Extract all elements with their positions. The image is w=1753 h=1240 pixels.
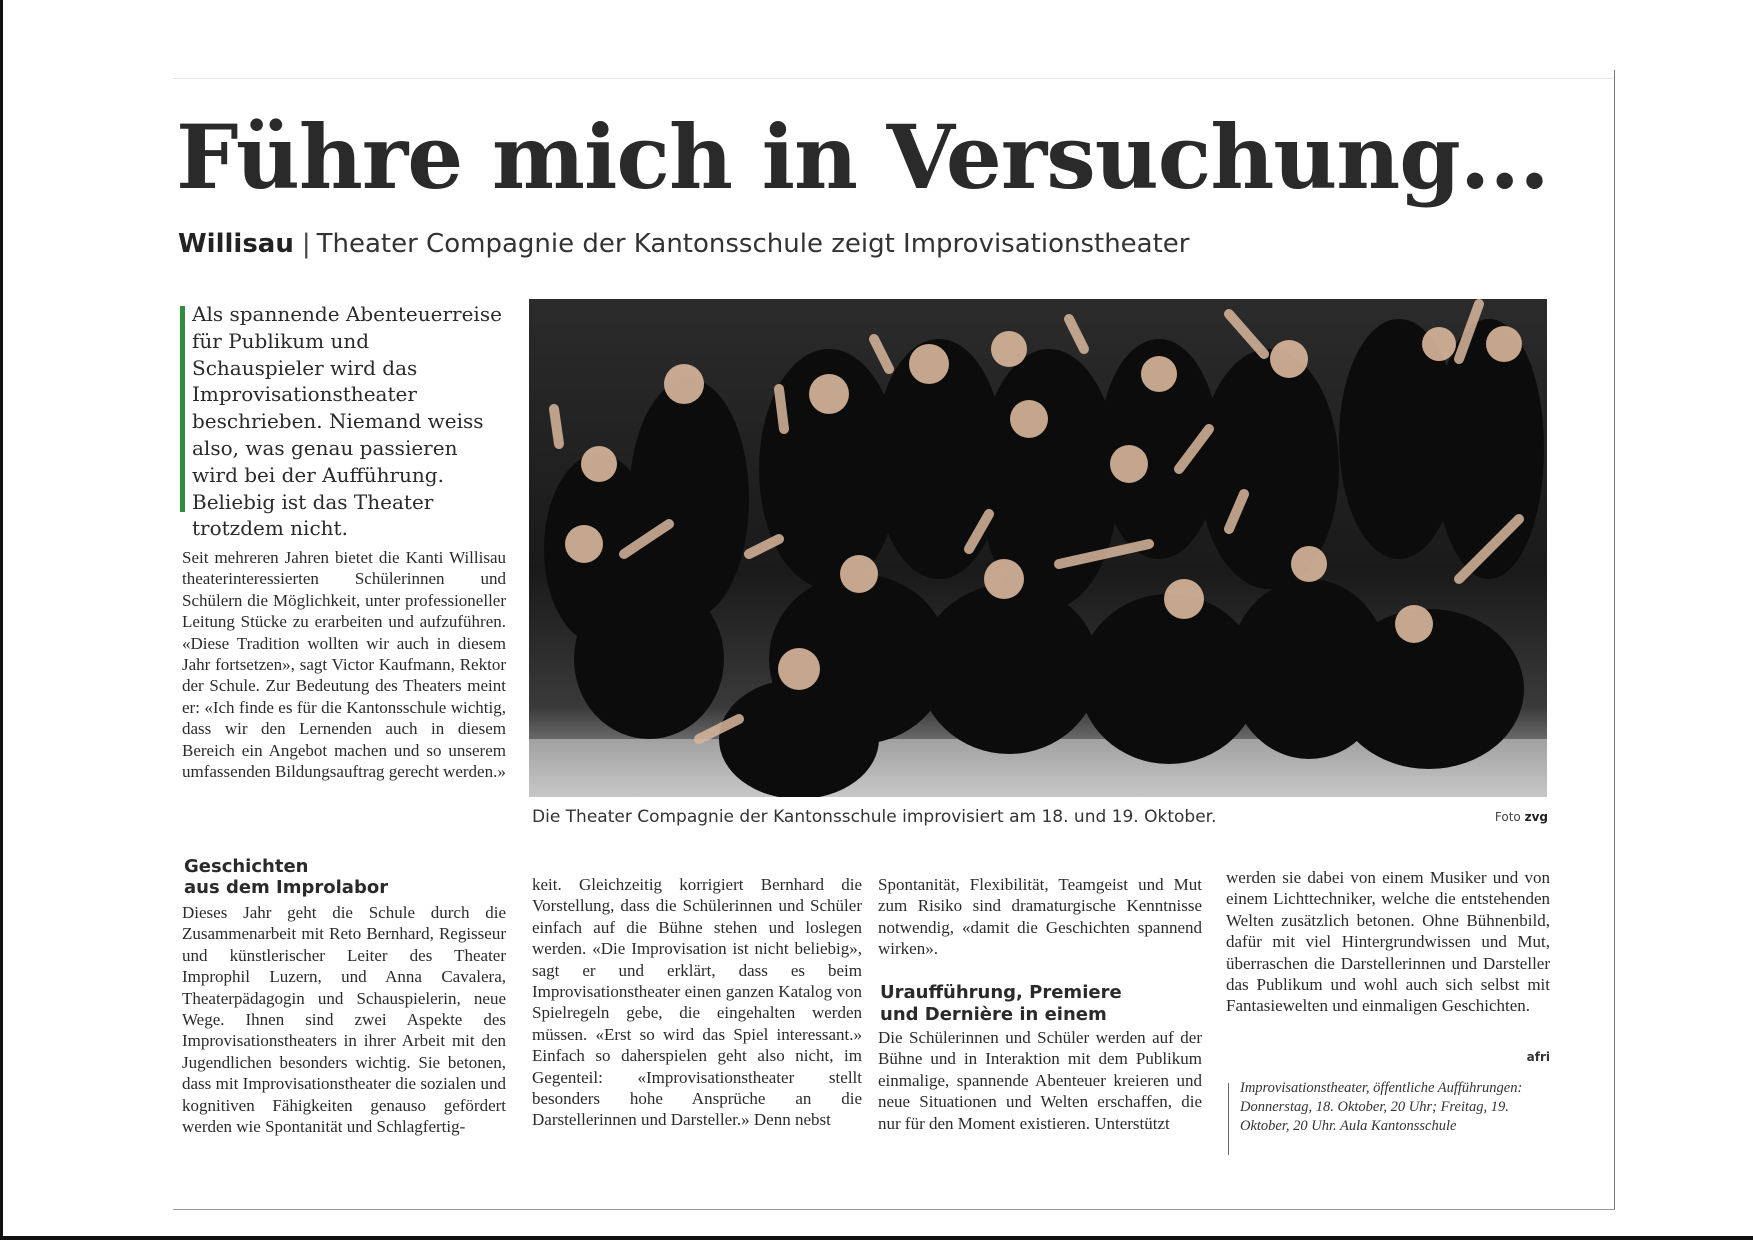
section-heading-urauffuehrung — [880, 982, 1180, 1026]
section-heading-improlabor-line2: aus dem Improlabor — [184, 877, 389, 898]
photo-credit — [1470, 808, 1548, 826]
subline — [178, 226, 1190, 262]
column-2-body: keit. Gleichzeitig korrigiert Bernhard die Vorstellung, dass die Schülerinnen und Schüler einfach auf die Bühne stehen und loslegen werden. «Die Improvisation ist nicht beliebig», sagt er und erklärt, dass es beim Improvisationstheater einen ganzen Katalog von Spielregeln gebe, die eingehalten werden müssen. «Erst so wird das Spiel interessant.» Einfach so daherspielen geht also nicht, im Gegenteil: «Improvisationstheater stellt besonders hohe Ansprüche an die Darstellerinnen und Darsteller.» Denn nebst — [532, 875, 862, 1130]
section-heading-urauffuehrung-line1: Uraufführung, Premiere — [880, 982, 1122, 1003]
event-info-box: Improvisationstheater, öffentliche Aufführungen: Donnerstag, 18. Oktober, 20 Uhr; Freitag, 19. Oktober, 20 Uhr. Aula Kantonsschule — [1240, 1080, 1523, 1134]
column-1-body: Dieses Jahr geht die Schule durch die Zusammenarbeit mit Reto Bernhard, Regisseur und künstlerischer Leiter des Theater Improphil Luzern, und Anna Cavalera, Theaterpädagogin und Schauspielerin, neue Wege. Ihnen sind zwei Aspekte des Improvisationstheaters in ihrer Arbeit mit den Jugendlichen besonders wichtig. Sie betonen, dass mit Improvisationstheater die sozialen und kognitiven Fähigkeiten genauso gefördert werden wie Spontanität und Schlagfertig- — [182, 903, 506, 1137]
dateline-place: Willisau — [178, 229, 294, 259]
author-initials: afri — [1526, 1050, 1550, 1064]
dateline-separator: | — [301, 229, 311, 259]
column-4-body: werden sie dabei von einem Musiker und von einem Lichttechniker, welche die entstehenden Welten zusätzlich betonen. Ohne Bühnenbild, dafür mit viel Hintergrundwissen und Mut, überraschen die Darstellerinnen und Darsteller das Publikum und wohl auch sich selbst mit Fantasiewelten und einmaligen Geschichten. — [1226, 868, 1550, 1016]
subheadline: Theater Compagnie der Kantonsschule zeigt Improvisationstheater — [316, 229, 1190, 259]
intro-paragraph: Seit mehreren Jahren bietet die Kanti Willisau theaterinteressierten Schülerinnen und Schülern die Möglichkeit, unter professioneller Leitung Stücke zu erarbeiten und aufzuführen. «Diese Tradition wollten wir auch in diesem Jahr fortsetzen», sagt Victor Kaufmann, Rektor der Schule. Zur Bedeutung des Theaters meint er: «Ich finde es für die Kantonsschule wichtig, dass wir den Lernenden auch in diesem Bereich ein Angebot machen und so unserem umfassenden Bildungsauftrag gerecht werden.» — [182, 548, 506, 782]
column-3-body: Spontanität, Flexibilität, Teamgeist und Mut zum Risiko sind dramaturgische Kenntnisse notwendig, «damit die Geschichten spannend wirken». — [878, 875, 1202, 959]
lead-paragraph: Als spannende Abenteuerreise für Publikum und Schauspieler wird das Improvisationstheater beschrieben. Niemand weiss also, was genau passieren wird bei der Aufführung. Beliebig ist das Theater trotzdem nicht. — [192, 302, 502, 541]
headline: Führe mich in Versuchung... — [176, 105, 1549, 209]
scan-border-left — [0, 0, 3, 1240]
group-photo-illustration — [529, 299, 1547, 797]
column-3-body-continued: Die Schülerinnen und Schüler werden auf der Bühne und in Interaktion mit dem Publikum einmalige, spannende Abenteuer kreieren und neue Situationen und Welten erschaffen, die nur für den Moment existieren. Unterstützt — [878, 1028, 1202, 1133]
section-heading-urauffuehrung-line2: und Dernière in einem — [880, 1004, 1107, 1025]
photo-credit-label: Foto — [1494, 810, 1521, 824]
clipping-edge-top — [173, 78, 1613, 79]
section-heading-improlabor — [184, 856, 504, 898]
photo-credit-name: zvg — [1524, 810, 1548, 824]
clipping-edge-bottom — [173, 1209, 1615, 1210]
scan-border-bottom — [0, 1236, 1753, 1240]
clipping-edge-right — [1614, 70, 1615, 1210]
info-box-rule — [1228, 1083, 1229, 1155]
section-heading-improlabor-line1: Geschichten — [184, 856, 309, 877]
lead-accent-bar — [180, 306, 185, 512]
photo-caption: Die Theater Compagnie der Kantonsschule improvisiert am 18. und 19. Oktober. — [532, 807, 1217, 827]
group-photo — [529, 299, 1547, 797]
